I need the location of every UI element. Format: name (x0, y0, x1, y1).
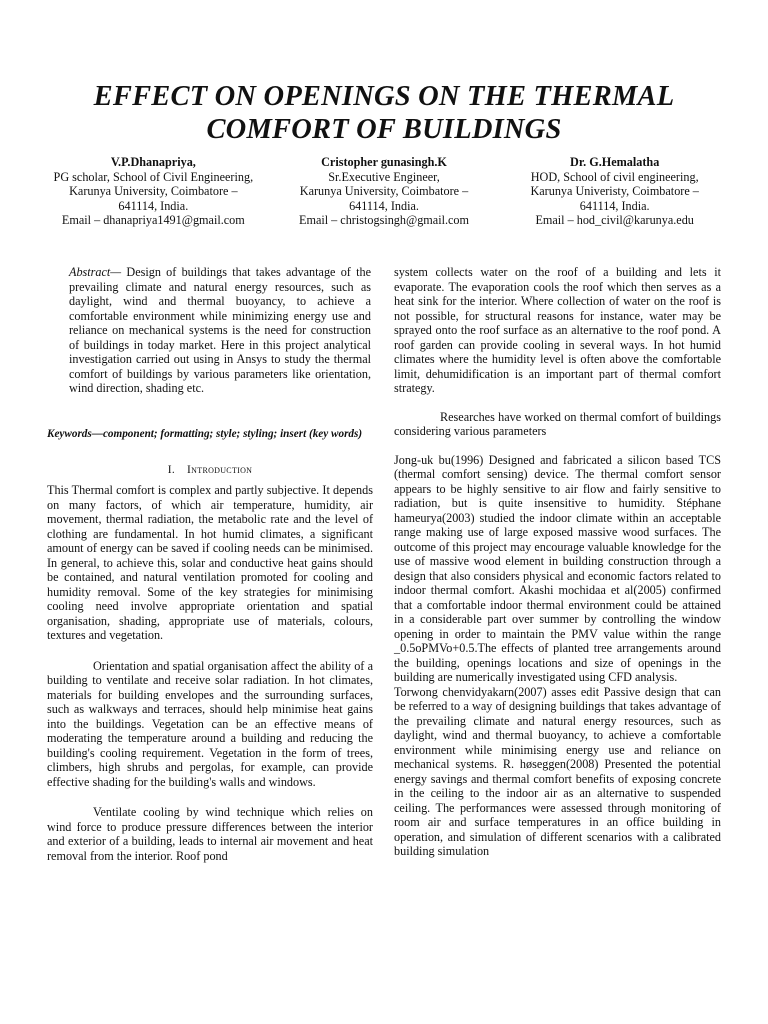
body-paragraph: This Thermal comfort is complex and partly subjective. It depends on many factors, of which air temperature, humidity, air movement, thermal radiation, the metabolic rate and the level of clothing are fundamental. In hot humid climates, a significant amount of energy can be saved if cooling needs can be minimised. In general, to achieve this, solar and conductive heat gains should be contained, and natural ventilation promoted for cooling and humidity removal. Some of the key strategies for minimising cooling need involve appropriate orientation and spatial organisation, shading, appropriate use of materials, colours, textures and vegetation. (47, 483, 373, 642)
body-paragraph: Torwong chenvidyakarn(2007) asses edit Passive design that can be referred to a way of designing buildings that takes advantage of the prevailing climate and natural energy resources, such as daylight, wind and thermal buoyancy, to achieve a comfortable environment while minimising energy use and reliance on mechanical systems. R. høseggen(2008) Presented the potential energy savings and thermal comfort benefits of exposing concrete in the ceiling to the indoor air as an alternative to suspended ceiling. The performances were assessed through monitoring of room air and surface temperatures in an office building in operation, and simulation of different scenarios with a calibrated building simulation (394, 684, 721, 858)
author-affiliation: 641114, India. (118, 198, 189, 213)
body-paragraph: Ventilate cooling by wind technique which relies on wind force to produce pressure differences between the interior and exterior of a building, leads to internal air movement and heat removal from the interior. Roof pond (47, 805, 373, 863)
abstract (69, 265, 371, 396)
author-email: Email – dhanapriya1491@gmail.com (61, 213, 245, 228)
author-name: Cristopher gunasingh.K (321, 155, 447, 169)
author-affiliation: PG scholar, School of Civil Engineering, (53, 169, 254, 184)
author-3 (499, 155, 730, 228)
left-column (47, 265, 373, 863)
author-affiliation: HOD, School of civil engineering, (530, 169, 699, 184)
body-paragraph: Jong-uk bu(1996) Designed and fabricated a silicon based TCS (thermal comfort sensing) device. The thermal comfort sensor appears to be highly sensitive to air flow and fairly sensitive to radiation, but is quite insensitive to humidity. Stéphane hameurya(2003) studied the indoor climate within an acceptable range making use of large exposed massive wood surfaces. The outcome of this project may encourage valuable knowledge for the use of massive wood element in building construction through a design that also considers physical and economic factors related to indoor thermal comfort. Akashi mochidaa et al(2005) confirmed that a comfortable indoor thermal environment could be attained in a considerable part over summer by controlling the window opening in order to maintain the PMV value within the range _0.5oPMVo+0.5.The effects of planted tree arrangements around the building, openings locations and size of openings in the building are numerically investigated using CFD analysis. (394, 452, 721, 684)
author-name: Dr. G.Hemalatha (570, 155, 660, 169)
section-heading (47, 463, 373, 478)
author-block (38, 155, 730, 228)
body-paragraph: Orientation and spatial organisation affect the ability of a building to ventilate and receive solar radiation. In hot climates, materials for building envelopes and the surrounding surfaces, such as walkways and terraces, should help minimise heat gains into the buildings. Vegetation can be an effective means of moderating the temperature around a building and reducing the building's cooling requirement. Vegetation in the form of trees, climbers, high shrubs and pergolas, for example, can provide effective shading for the building's walls and windows. (47, 658, 373, 789)
author-name: V.P.Dhanapriya, (110, 155, 196, 169)
author-affiliation: Karunya Univeristy, Coimbatore – (530, 184, 699, 199)
right-column (394, 265, 721, 859)
author-affiliation: Karunya University, Coimbatore – (299, 184, 469, 199)
author-1 (38, 155, 269, 228)
paper-title: EFFECT ON OPENINGS ON THE THERMAL COMFORT OF BUILDINGS (93, 81, 675, 145)
author-affiliation: 641114, India. (579, 198, 650, 213)
keywords: Keywords—component; formatting; style; styling; insert (key words) (47, 427, 363, 440)
author-email: Email – hod_civil@karunya.edu (535, 213, 694, 228)
body-paragraph: system collects water on the roof of a building and lets it evaporate. The evaporation cools the roof which then serves as a heat sink for the interior. Where collection of water on the roof is not possible, for structural reasons for instance, water may be sprayed onto the roof surface as an alternative to the roof pond. A roof garden can provide cooling in several ways. In hot humid climates where the humidity level is often above the comfortable limit, dehumidification is an important part of thermal comfort strategy. (394, 265, 721, 395)
author-affiliation: 641114, India. (349, 198, 419, 213)
author-2 (269, 155, 500, 228)
section-number: I. (167, 463, 176, 476)
section-title: Introduction (187, 463, 253, 476)
author-affiliation: Sr.Executive Engineer, (328, 169, 440, 184)
author-email: Email – christogsingh@gmail.com (299, 213, 469, 228)
body-paragraph: Researches have worked on thermal comfort of buildings considering various parameters (394, 409, 721, 438)
abstract-label: Abstract— (69, 265, 122, 279)
abstract-text: Design of buildings that takes advantage of the prevailing climate and natural energy resources, such as daylight, wind and thermal buoyancy, to achieve a comfortable environment while minimizing energy use and reliance on mechanical systems is the need for construction of buildings in today market. Here in this project analytical investigation carried out using in Ansys to study the thermal comfort of buildings by various parameters like orientation, wind direction, shading etc. (69, 265, 371, 395)
author-affiliation: Karunya University, Coimbatore – (69, 184, 238, 199)
